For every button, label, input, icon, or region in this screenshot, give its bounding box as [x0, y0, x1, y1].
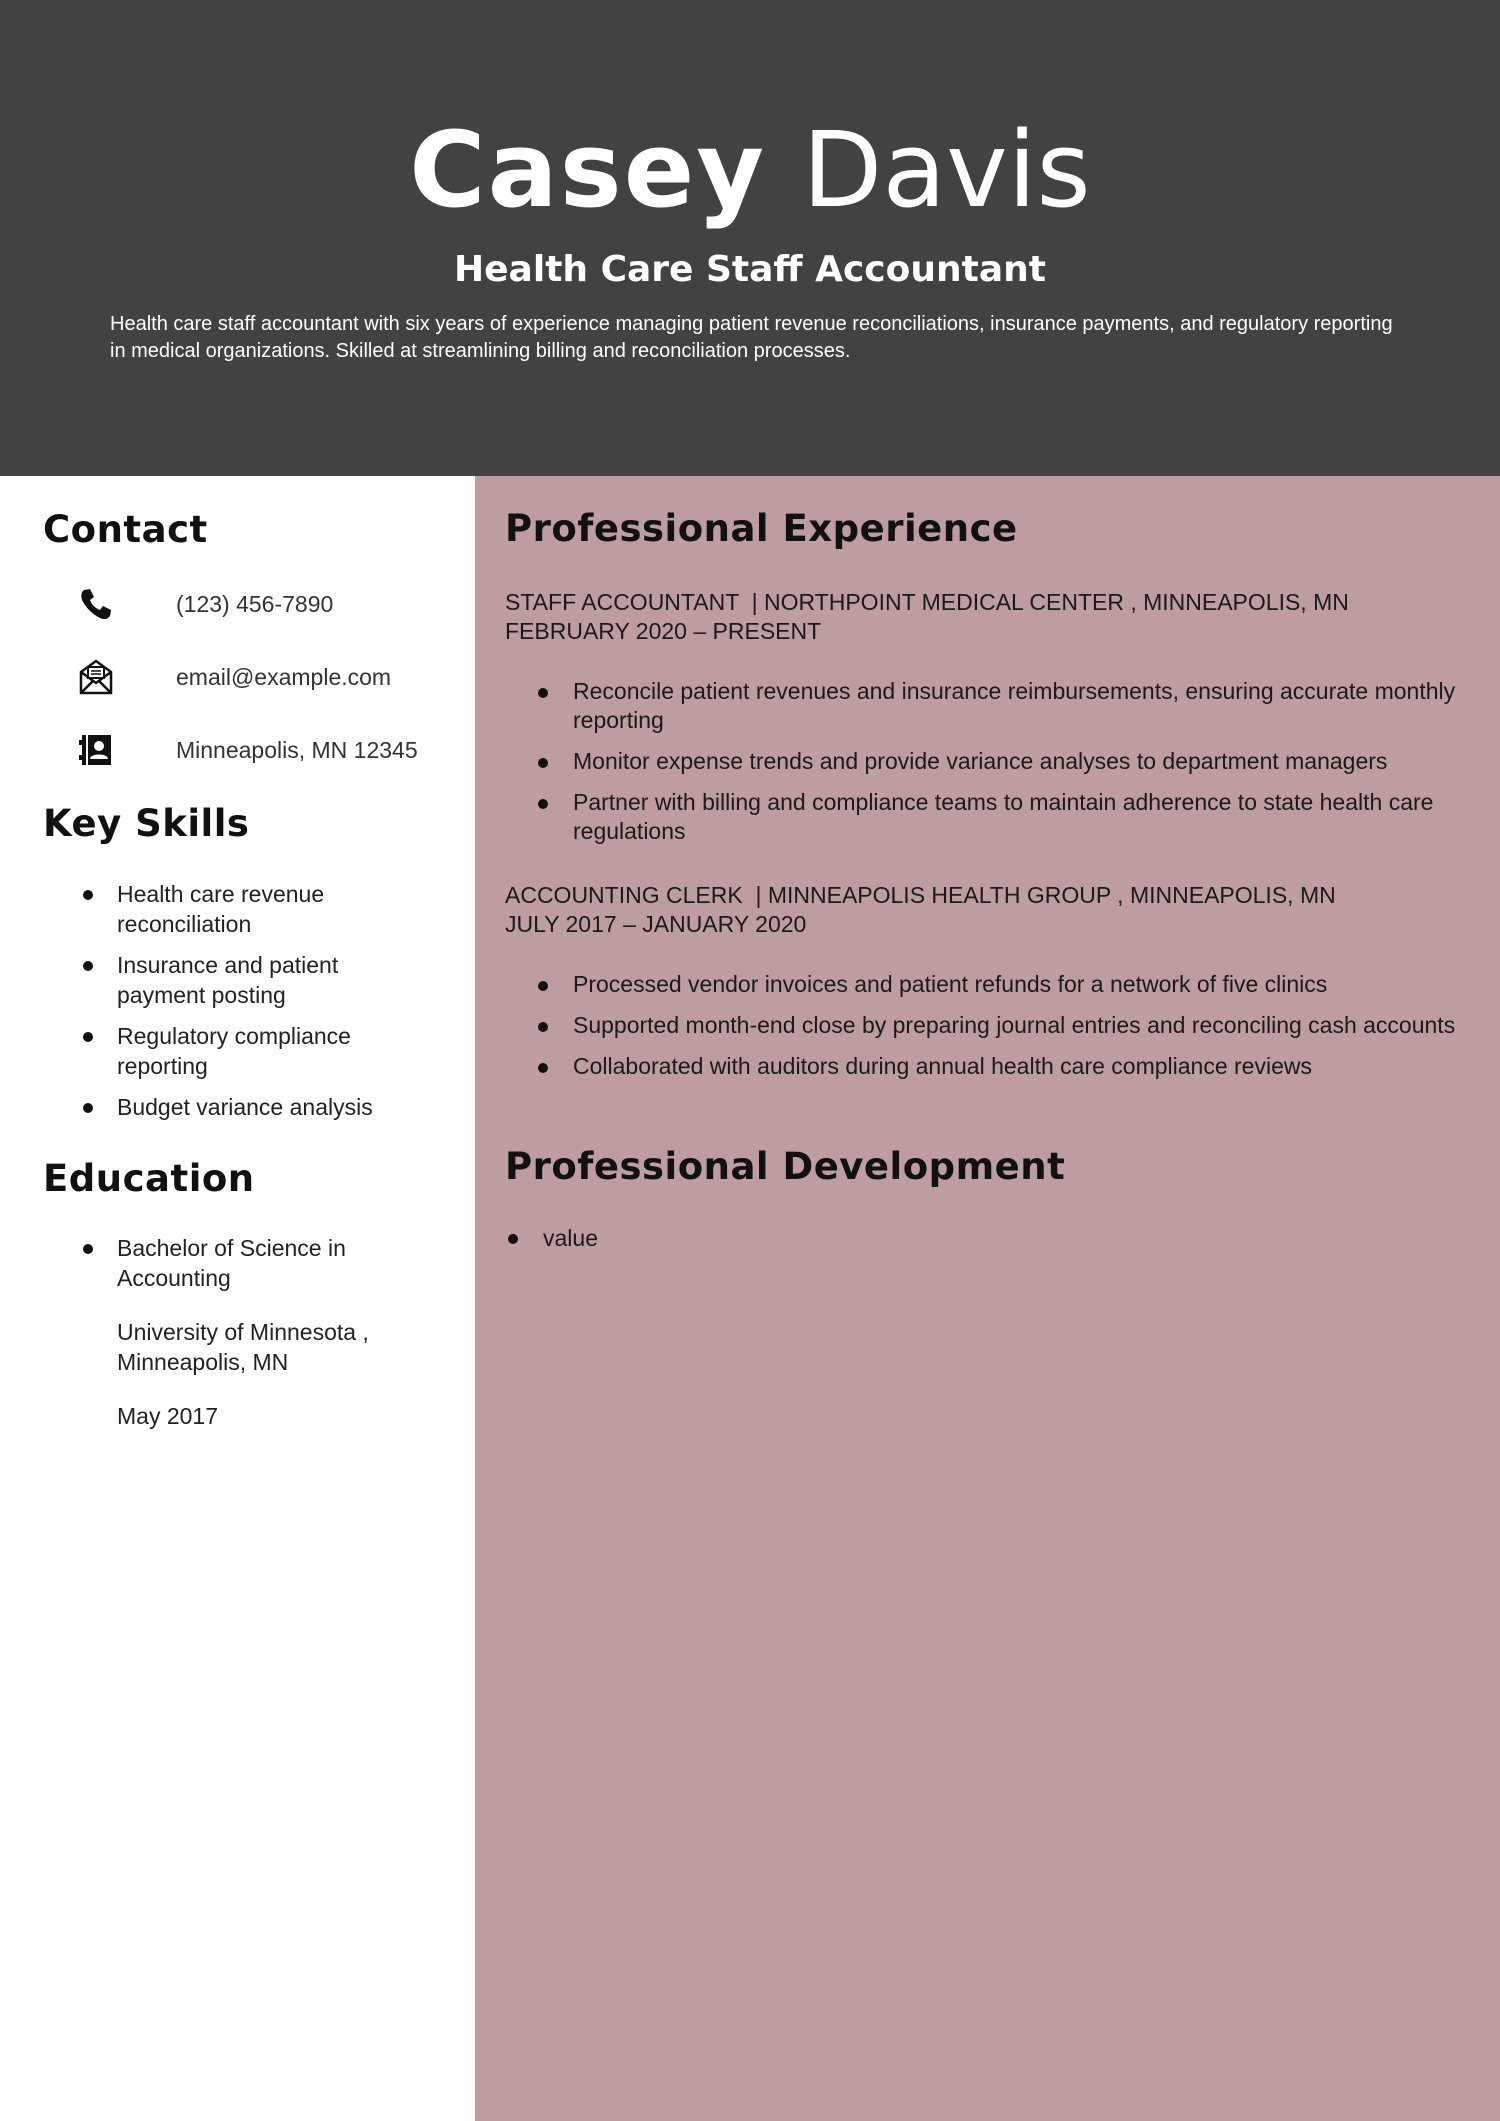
- envelope-icon: [76, 657, 116, 697]
- education-degree: Bachelor of Science in Accounting: [117, 1235, 346, 1291]
- education-title: Education: [43, 1157, 255, 1200]
- summary-text: Health care staff accountant with six years of experience managing patient revenue reconciliations, insurance payments, and regulatory reporting in medical organizations. Skilled at streamlining billing and reconciliation processes.: [110, 313, 1393, 362]
- job-header: [505, 588, 1465, 646]
- skill-item: Insurance and patient payment posting: [83, 950, 413, 1010]
- contact-phone: [76, 584, 466, 624]
- development-list: [508, 1223, 1408, 1253]
- job-bullet: Supported month-end close by preparing journal entries and reconciling cash accounts: [538, 1011, 1458, 1040]
- job-bullet: Monitor expense trends and provide variance analyses to department managers: [538, 747, 1458, 776]
- job-title: Health Care Staff Accountant: [454, 249, 1046, 290]
- experience-title: Professional Experience: [505, 507, 1018, 550]
- education-item: [83, 1233, 413, 1431]
- development-item: value: [508, 1223, 1408, 1253]
- skills-title: Key Skills: [43, 802, 250, 845]
- job-bullets: [538, 677, 1458, 858]
- job-dates: JULY 2017 – JANUARY 2020: [505, 911, 807, 937]
- resume-header: [0, 0, 1500, 476]
- development-title: Professional Development: [505, 1145, 1066, 1188]
- job-header: [505, 881, 1465, 939]
- job-heading: STAFF ACCOUNTANT | NORTHPOINT MEDICAL CENTER , MINNEAPOLIS, MN: [505, 589, 1349, 615]
- contact-location: [76, 730, 466, 770]
- job-bullet: Processed vendor invoices and patient refunds for a network of five clinics: [538, 970, 1458, 999]
- last-name: Davis: [802, 109, 1091, 231]
- contact-email: [76, 657, 466, 697]
- job-bullets: [538, 970, 1458, 1093]
- contact-title: Contact: [43, 508, 208, 551]
- skill-item: Health care revenue reconciliation: [83, 879, 413, 939]
- job-bullet: Reconcile patient revenues and insurance reimbursements, ensuring accurate monthly reporting: [538, 677, 1458, 735]
- phone-icon: [76, 584, 116, 624]
- job-heading: ACCOUNTING CLERK | MINNEAPOLIS HEALTH GROUP , MINNEAPOLIS, MN: [505, 882, 1336, 908]
- address-book-icon: [76, 730, 116, 770]
- candidate-name: [0, 110, 1500, 230]
- skills-list: [83, 879, 413, 1133]
- job-dates: FEBRUARY 2020 – PRESENT: [505, 618, 822, 644]
- skill-item: Regulatory compliance reporting: [83, 1021, 413, 1081]
- phone-text: (123) 456-7890: [176, 591, 334, 617]
- first-name: Casey: [409, 109, 767, 231]
- education-list: [83, 1233, 413, 1431]
- location-text: Minneapolis, MN 12345: [176, 737, 418, 763]
- job-bullet: Collaborated with auditors during annual health care compliance reviews: [538, 1052, 1458, 1081]
- skill-item: Budget variance analysis: [83, 1092, 413, 1122]
- job-bullet: Partner with billing and compliance teams to maintain adherence to state health care regulations: [538, 788, 1458, 846]
- education-date: May 2017: [117, 1403, 219, 1429]
- education-school: University of Minnesota , Minneapolis, MN: [117, 1319, 369, 1375]
- email-text: email@example.com: [176, 664, 392, 690]
